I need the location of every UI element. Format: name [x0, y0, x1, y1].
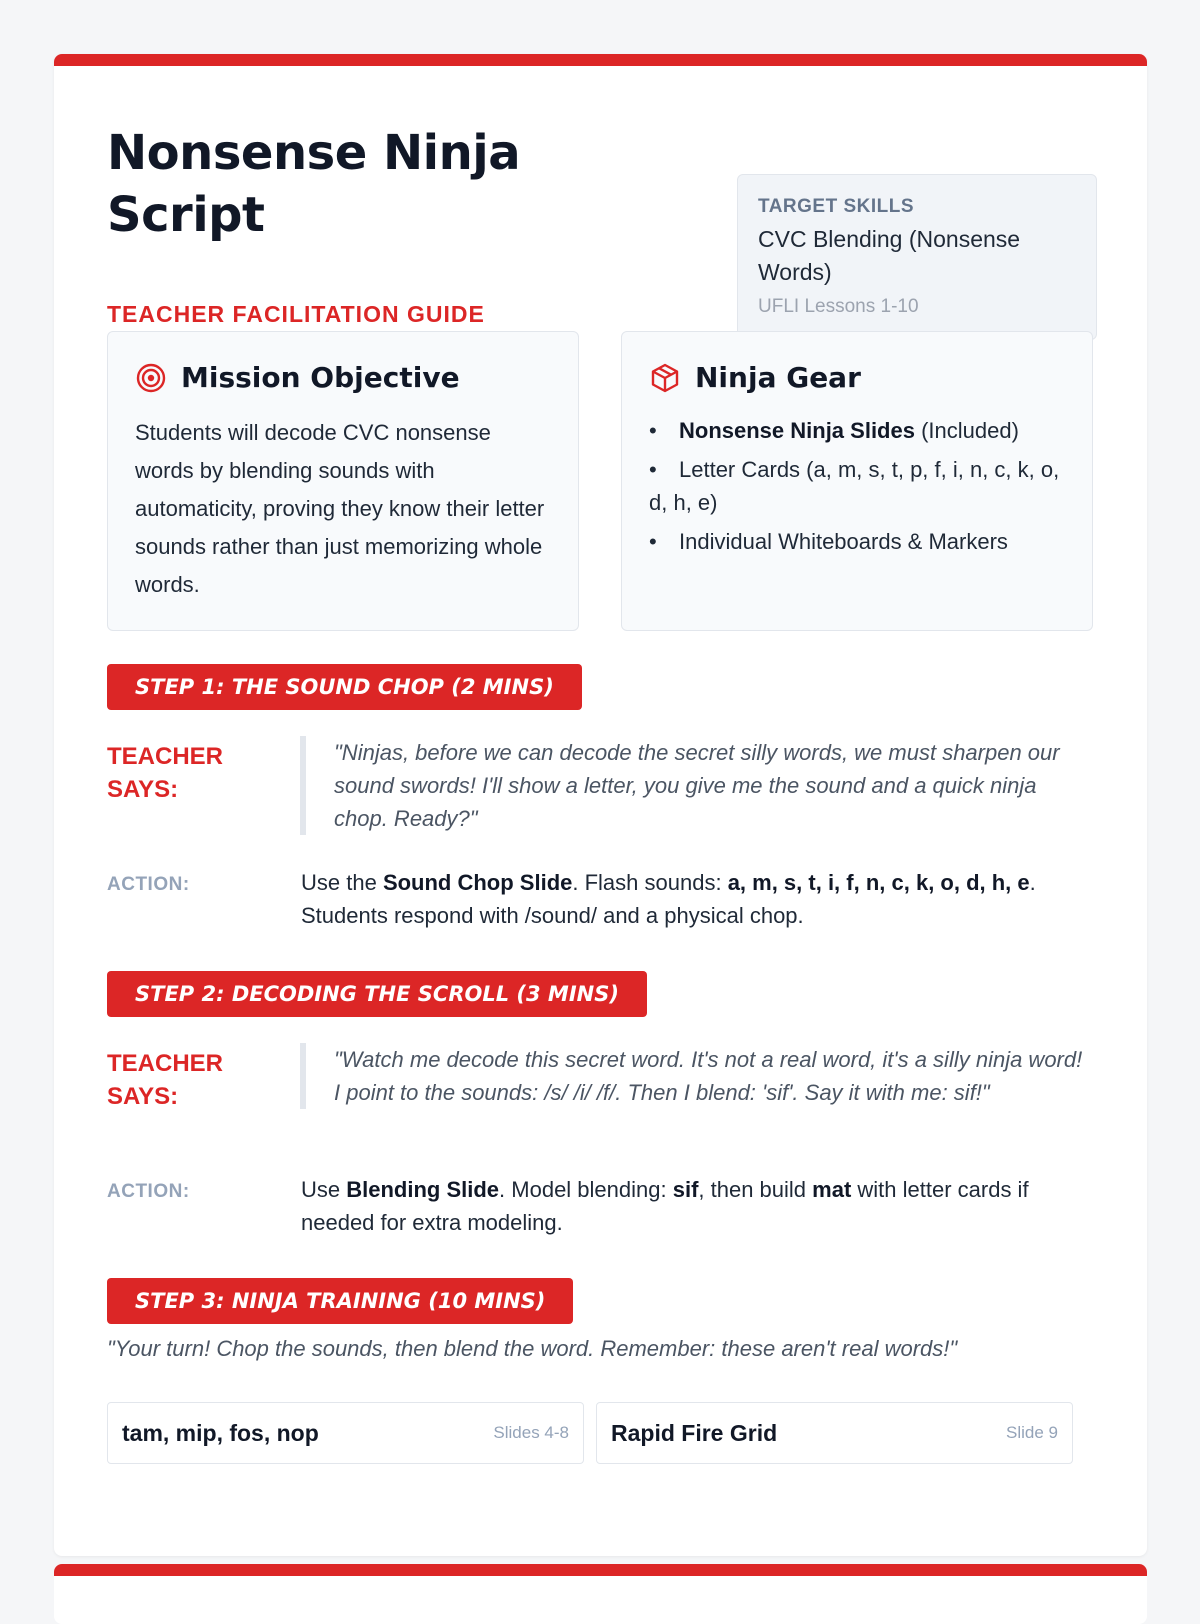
teacher-says-label: TEACHER SAYS: [107, 1050, 224, 1110]
gear-item: • Nonsense Ninja Slides (Included) [649, 418, 1019, 443]
step-3-banner: STEP 3: NINJA TRAINING (10 MINS) [107, 1278, 573, 1324]
action-text [301, 866, 1081, 932]
step-2-banner: STEP 2: DECODING THE SCROLL (3 MINS) [107, 971, 647, 1017]
next-page-accent-bar [54, 1564, 1147, 1576]
rapid-fire-grid: Rapid Fire Grid [611, 1419, 778, 1446]
gear-item: • Individual Whiteboards & Markers [649, 529, 1008, 554]
teacher-quote: "Watch me decode this secret word. It's not a real word, it's a silly ninja word! I point to the sounds: /s/ /i/ /f/. Then I blend: 'sif'. Say it with me: sif!" [300, 1043, 1090, 1109]
target-icon [135, 362, 167, 394]
target-skills-label: TARGET SKILLS [758, 196, 915, 217]
slide-reference: Slide 9 [1006, 1423, 1058, 1442]
action-label: ACTION: [107, 874, 190, 895]
ninja-gear-card [621, 331, 1093, 631]
target-skills-box [737, 174, 1097, 340]
practice-words: tam, mip, fos, nop [122, 1419, 319, 1446]
action-text-part: Use the [301, 870, 383, 895]
script-page [54, 54, 1147, 1556]
gear-item: • Letter Cards (a, m, s, t, p, f, i, n, c, k, o, d, h, e) [649, 457, 1060, 515]
page-title: Nonsense Ninja Script [107, 125, 521, 243]
your-turn-quote: "Your turn! Chop the sounds, then blend the word. Remember: these aren't real words!" [107, 1336, 958, 1361]
mission-objective-title: Mission Objective [181, 361, 460, 394]
action-text-part: . Flash sounds: [572, 870, 728, 895]
practice-words-box [107, 1402, 584, 1464]
next-page-edge [54, 1564, 1147, 1624]
step-1-banner: STEP 1: THE SOUND CHOP (2 MINS) [107, 664, 582, 710]
action-text-bold: a, m, s, t, i, f, n, c, k, o, d, h, e [727, 870, 1030, 895]
gear-item-bold: Nonsense Ninja Slides [679, 418, 915, 443]
action-text [301, 1173, 1081, 1239]
action-text-bold: sif [672, 1177, 699, 1202]
ninja-gear-header [649, 360, 1065, 396]
action-text-bold: Blending Slide [346, 1177, 500, 1202]
action-text-part: Use [301, 1177, 347, 1202]
box-icon [649, 362, 681, 394]
target-skills-lessons: UFLI Lessons 1-10 [758, 296, 919, 317]
ninja-gear-title: Ninja Gear [695, 361, 861, 394]
page-subtitle: TEACHER FACILITATION GUIDE [107, 301, 485, 327]
gear-item-text: Individual Whiteboards & Markers [679, 529, 1008, 554]
rapid-fire-grid-box [596, 1402, 1073, 1464]
gear-item-text: (Included) [914, 418, 1019, 443]
slide-reference: Slides 4-8 [493, 1423, 569, 1442]
gear-list [649, 414, 1065, 558]
mission-objective-card [107, 331, 579, 631]
target-skills-value: CVC Blending (Nonsense Words) [758, 226, 1021, 285]
header [107, 122, 1097, 327]
action-text-part: . Model blending: [499, 1177, 673, 1202]
mission-objective-header [135, 360, 551, 396]
mission-objective-text: Students will decode CVC nonsense words by blending sounds with automaticity, proving they know their letter sounds rather than just memorizing whole words. [135, 420, 545, 597]
teacher-quote: "Ninjas, before we can decode the secret silly words, we must sharpen our sound swords! I'll show a letter, you give me the sound and a quick ninja chop. Ready?" [300, 736, 1090, 835]
action-text-part: . Students respond with /sound/ and a physical chop. [301, 870, 1036, 928]
page-accent-bar [54, 54, 1147, 66]
gear-item-text: Letter Cards (a, m, s, t, p, f, i, n, c, k, o, d, h, e) [649, 457, 1060, 515]
action-text-part: with letter cards if needed for extra modeling. [301, 1177, 1029, 1235]
action-text-part: , then build [698, 1177, 813, 1202]
action-text-bold: mat [812, 1177, 852, 1202]
teacher-says-label: TEACHER SAYS: [107, 743, 224, 803]
action-label: ACTION: [107, 1181, 190, 1202]
action-text-bold: Sound Chop Slide [382, 870, 573, 895]
